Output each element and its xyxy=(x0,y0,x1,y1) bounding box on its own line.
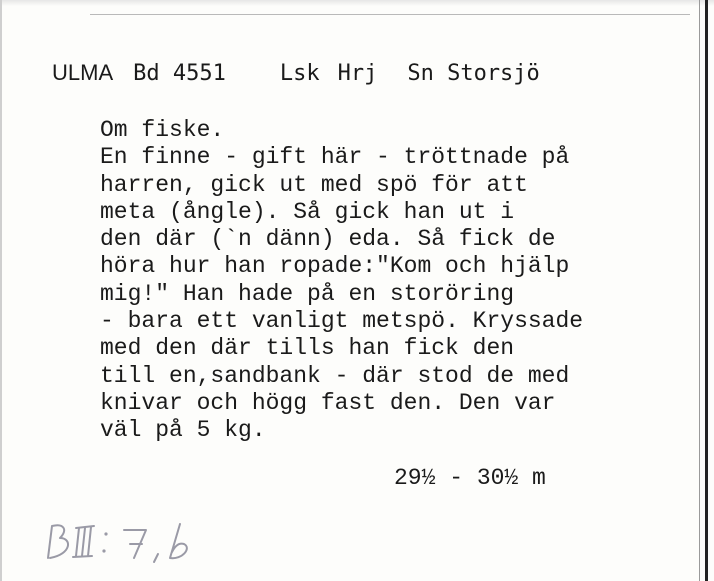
text-line: En finne - gift här - tröttnade på xyxy=(100,144,570,171)
text-line: med den där tills han fick den xyxy=(100,335,515,362)
text-line: den där (`n dänn) eda. Så fick de xyxy=(100,226,556,253)
line-suffix: . Kryssade xyxy=(445,308,584,335)
text-line: mig!" Han hade på en storöring xyxy=(100,280,515,307)
card-right-edge xyxy=(705,0,708,581)
line-prefix: - xyxy=(100,308,128,335)
underlined-phrase: bara ett vanligt metspö xyxy=(127,308,446,335)
text-line: harren, gick ut med spö för att xyxy=(100,171,528,198)
volume-number: Bd 4551 xyxy=(133,61,226,86)
archive-code: ULMA xyxy=(52,60,114,85)
parish-name: Sn Storsjö xyxy=(407,61,540,86)
card-top-shadow xyxy=(0,0,714,6)
text-line: meta (ångle). Så gick han ut i xyxy=(100,198,515,225)
text-line: Om fiske. xyxy=(100,117,225,143)
text-line: höra hur han ropade:"Kom och hjälp xyxy=(100,253,570,280)
card-top-rule xyxy=(90,14,690,15)
depth-measurement: 29½ - 30½ m xyxy=(394,465,546,491)
district-code: Hrj xyxy=(337,61,378,86)
text-line: väl på 5 kg. xyxy=(100,417,266,444)
text-line-underlined xyxy=(100,308,700,335)
text-line: till en,sandbank - där stod de med xyxy=(100,362,570,389)
card-header xyxy=(52,60,540,86)
card-left-edge xyxy=(0,0,2,581)
text-line: knivar och högg fast den. Den var xyxy=(100,389,556,416)
handwritten-reference xyxy=(42,518,212,564)
province-code: Lsk xyxy=(279,61,320,86)
record-text xyxy=(100,117,700,445)
